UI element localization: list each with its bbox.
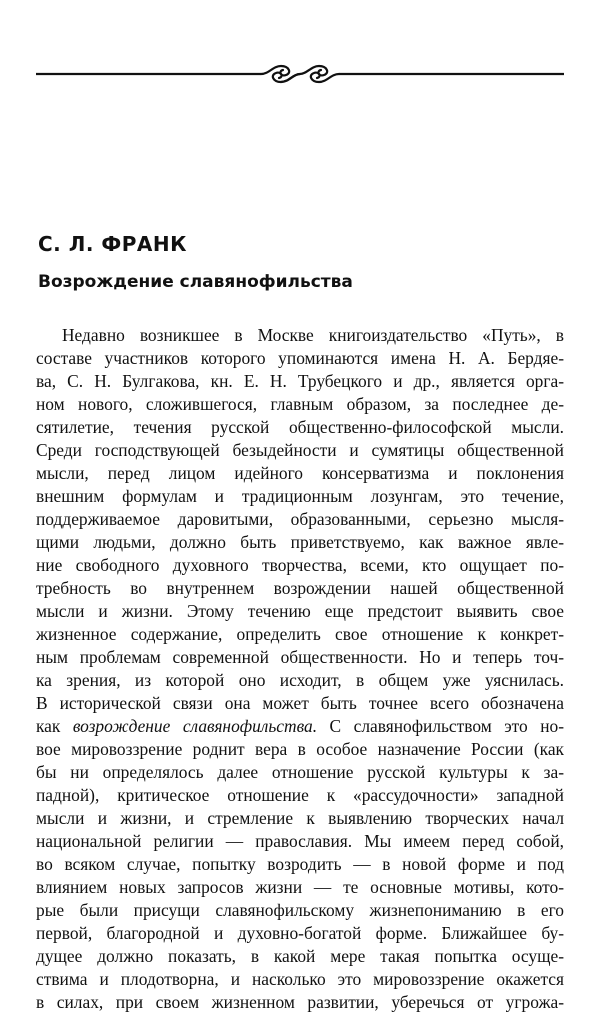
body-line: рые были присущи славянофильскому жизнепониманию в его: [36, 900, 564, 920]
body-line: ствима и плодотворна, и насколько это мировоззрение окажется: [36, 969, 564, 989]
body-line: мысли и жизни, и стремление к выявлению творческих начал: [36, 808, 564, 828]
body-line: в силах, при своем жизненном развитии, уберечься от угрожа-: [36, 992, 564, 1012]
article-body: [36, 324, 564, 1014]
body-line: первой, благородной и духовно-богатой форме. Ближайшее бу-: [36, 923, 564, 943]
body-line: вое мировоззрение роднит вера в особое назначение России (как: [36, 739, 564, 759]
body-line: бы ни определялось далее отношение русской культуры к за-: [36, 762, 564, 782]
author-name: С. Л. ФРАНК: [38, 232, 187, 256]
body-line-emphasis: [36, 715, 564, 738]
body-line: ние свободного духовного творчества, всеми, кто ощущает по-: [36, 555, 564, 575]
body-line: во всяком случае, попытку возродить — в новой форме и под: [36, 854, 564, 874]
body-line: дущее должно показать, в какой мере такая попытка осуще-: [36, 946, 564, 966]
emphasis-phrase: возрождение славянофильства.: [72, 716, 318, 736]
body-line: ка зрения, из которой оно исходит, в общем уже уяснилась.: [36, 670, 564, 690]
header-ornament: [36, 56, 564, 92]
body-line: щими людьми, должно быть приветствуемо, как важное явле-: [36, 532, 564, 552]
body-line: требность во внутреннем возрождении нашей общественной: [36, 578, 564, 598]
body-line: сятилетие, течения русской общественно-философской мысли.: [36, 417, 564, 437]
body-line: ном нового, сложившегося, главным образом, за последнее де-: [36, 394, 564, 414]
body-line: составе участников которого упоминаются имена Н. А. Бердяе-: [36, 348, 564, 368]
body-line: поддерживаемое даровитыми, образованными, серьезно мысля-: [36, 509, 564, 529]
body-line: национальной религии — православия. Мы имеем перед собой,: [36, 831, 564, 851]
body-line-start: как: [36, 716, 73, 736]
body-line: ва, С. Н. Булгакова, кн. Е. Н. Трубецкого и др., является орга-: [36, 371, 564, 391]
body-line: ным проблемам современной общественности. Но и теперь точ-: [36, 647, 564, 667]
body-line-end: С славянофильством это но-: [317, 716, 565, 736]
body-line: падной), критическое отношение к «рассудочности» западной: [36, 785, 564, 805]
body-line: жизненное содержание, определить свое отношение к конкрет-: [36, 624, 564, 644]
body-line: мысли, перед лицом идейного консерватизма и поклонения: [36, 463, 564, 483]
body-line: влиянием новых запросов жизни — те основные мотивы, кото-: [36, 877, 564, 897]
body-line: В исторической связи она может быть точнее всего обозначена: [36, 693, 564, 713]
body-line: Среди господствующей безыдейности и сумятицы общественной: [36, 440, 564, 460]
body-line: Недавно возникшее в Москве книгоиздательство «Путь», в: [62, 325, 564, 345]
body-line: мысли и жизни. Этому течению еще предстоит выявить свое: [36, 601, 564, 621]
article-title: Возрождение славянофильства: [38, 272, 353, 292]
body-line: внешним формулам и традиционным лозунгам, это течение,: [36, 486, 564, 506]
scroll-ornament-icon: [261, 66, 339, 82]
